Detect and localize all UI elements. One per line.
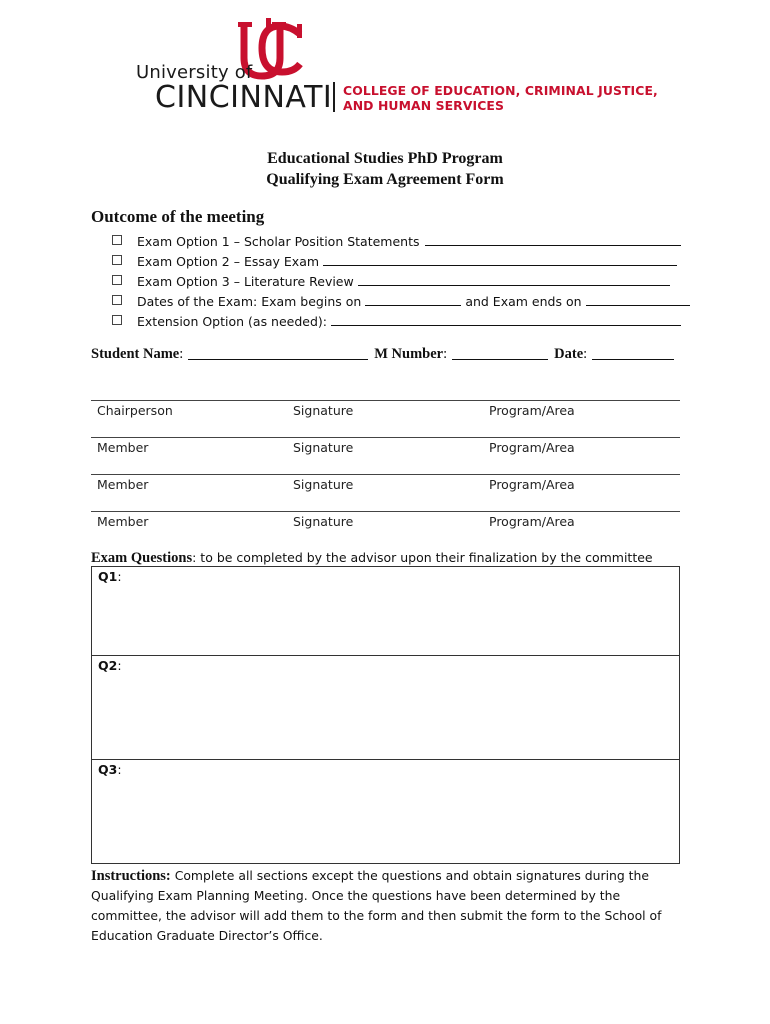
blank-line[interactable] — [425, 244, 681, 246]
question-2-cell[interactable]: Q2: — [92, 655, 679, 760]
checkbox[interactable] — [112, 315, 122, 325]
student-info: Student Name : M Number : Date : — [91, 346, 674, 363]
checkbox[interactable] — [112, 275, 122, 285]
college-name: COLLEGE OF EDUCATION, CRIMINAL JUSTICE, AND HUMAN SERVICES — [343, 83, 658, 113]
begin-date-line[interactable] — [365, 304, 461, 306]
checkbox[interactable] — [112, 295, 122, 305]
cincinnati-wordmark: CINCINNATI — [155, 80, 333, 115]
option-5: Extension Option (as needed): — [112, 309, 692, 329]
outcome-heading: Outcome of the meeting — [91, 207, 265, 226]
committee-row[interactable]: Member Signature Program/Area — [91, 511, 680, 547]
program-title: Educational Studies PhD Program — [267, 150, 503, 167]
date-field[interactable] — [592, 358, 674, 360]
blank-line[interactable] — [331, 324, 681, 326]
university-of-text: University of — [136, 62, 253, 83]
form-title: Qualifying Exam Agreement Form — [266, 171, 504, 188]
blank-line[interactable] — [358, 284, 670, 286]
committee-row[interactable]: Member Signature Program/Area — [91, 474, 680, 510]
question-3-cell[interactable]: Q3: — [92, 759, 679, 864]
option-4: Dates of the Exam: Exam begins on and Exam ends on — [112, 289, 692, 309]
instructions: Instructions: Complete all sections except the questions and obtain signatures during the Qualifying Exam Planning Meeting. Once the questions have been determined by the committee, the advisor will add them to the form and then submit the form to the School of Education Graduate Director’s Office. — [91, 868, 662, 943]
committee-row[interactable]: Chairperson Signature Program/Area — [91, 400, 680, 436]
blank-line[interactable] — [323, 264, 677, 266]
university-logo — [0, 0, 770, 130]
m-number-field[interactable] — [452, 358, 548, 360]
outcome-options — [112, 229, 692, 329]
student-name-field[interactable] — [188, 358, 368, 360]
option-2: Exam Option 2 – Essay Exam — [112, 249, 692, 269]
option-3: Exam Option 3 – Literature Review — [112, 269, 692, 289]
logo-divider — [333, 82, 335, 112]
option-1: Exam Option 1 – Scholar Position Statements — [112, 229, 692, 249]
checkbox[interactable] — [112, 235, 122, 245]
questions-table — [91, 566, 680, 864]
committee-row[interactable]: Member Signature Program/Area — [91, 437, 680, 473]
checkbox[interactable] — [112, 255, 122, 265]
question-1-cell[interactable]: Q1: — [98, 569, 122, 584]
exam-questions-heading: Exam Questions: to be completed by the advisor upon their finalization by the committee — [91, 550, 653, 566]
end-date-line[interactable] — [586, 304, 690, 306]
